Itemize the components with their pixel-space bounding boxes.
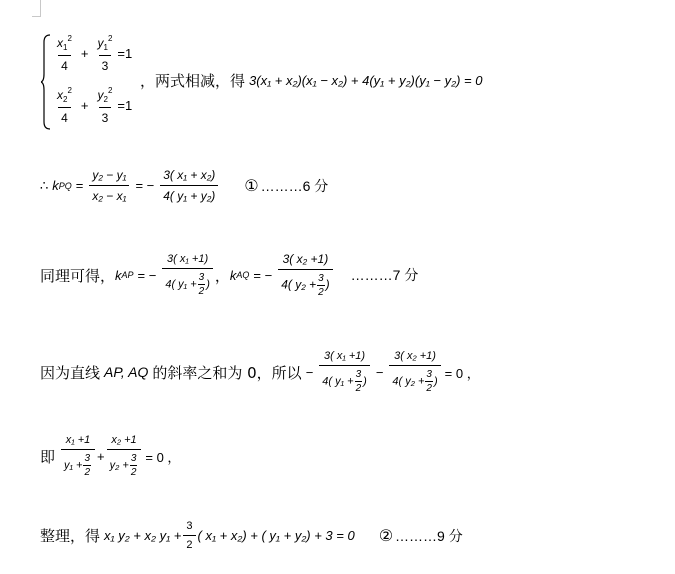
score-6: ………6 分 (260, 177, 329, 194)
mark-2: ② (378, 526, 394, 545)
subtract-text: ，两式相减，得 (140, 72, 246, 90)
system-eq1: $\frac{x_1^2}{4}$ + $\frac{y_1^2}{3}$ =1 (57, 34, 133, 73)
slope-pq-line: ∴ k PQ = $\frac{\text{y₂ − y₁}}{\text{x₂ − x₁}}$ = − $\frac{\text{3( x₁ + x₂)}}{\text{4( y₁ + y₂)}}$ ① ………6 分 (40, 168, 329, 203)
score-9: ………9 分 (395, 527, 463, 544)
page-corner-mark (32, 0, 41, 17)
subtract-result: 3(x₁ + x₂)(x₁ − x₂) + 4(y₁ + y₂)(y₁ − y₂) = 0 (249, 73, 483, 88)
sum-slopes-line: 因为直线 AP, AQ 的斜率之和为 0，所以 − 3( x₁ +1) 4( y₁ + $\frac{3}{2}$ ) − 3( x₂ +1) 4( y₂ + $\frac{3}{2}$ ) = 0 ， (40, 350, 480, 394)
score-7: ………7 分 (350, 267, 419, 283)
system-eq2: $\frac{x_2^2}{4}$ + $\frac{y_2^2}{3}$ =1 (57, 86, 133, 125)
subtract-line (140, 70, 482, 91)
result-line: 整理，得 x₁ y₂ + x₂ y₁ + $\frac{3}{2}$ ( x₁ + x₂) + ( y₁ + y₂) + 3 = 0 ② ………9 分 (40, 520, 463, 551)
simplified-line: 即 x₁ +1 y₁ + $\frac{3}{2}$ + x₂ +1 y₂ + $\frac{3}{2}$ = 0 ， (40, 434, 181, 478)
slope-ap-aq-line: 同理可得， k AP = − 3( x₁ +1) 4( y₁ + $\frac{3}{2}$ ) ， k AQ = − 3( x₂ +1) 4( y₂ + $\frac{3}{2}$ ) ………7 分 (40, 252, 419, 298)
system-brace (41, 34, 51, 130)
mark-1: ① (244, 176, 259, 195)
